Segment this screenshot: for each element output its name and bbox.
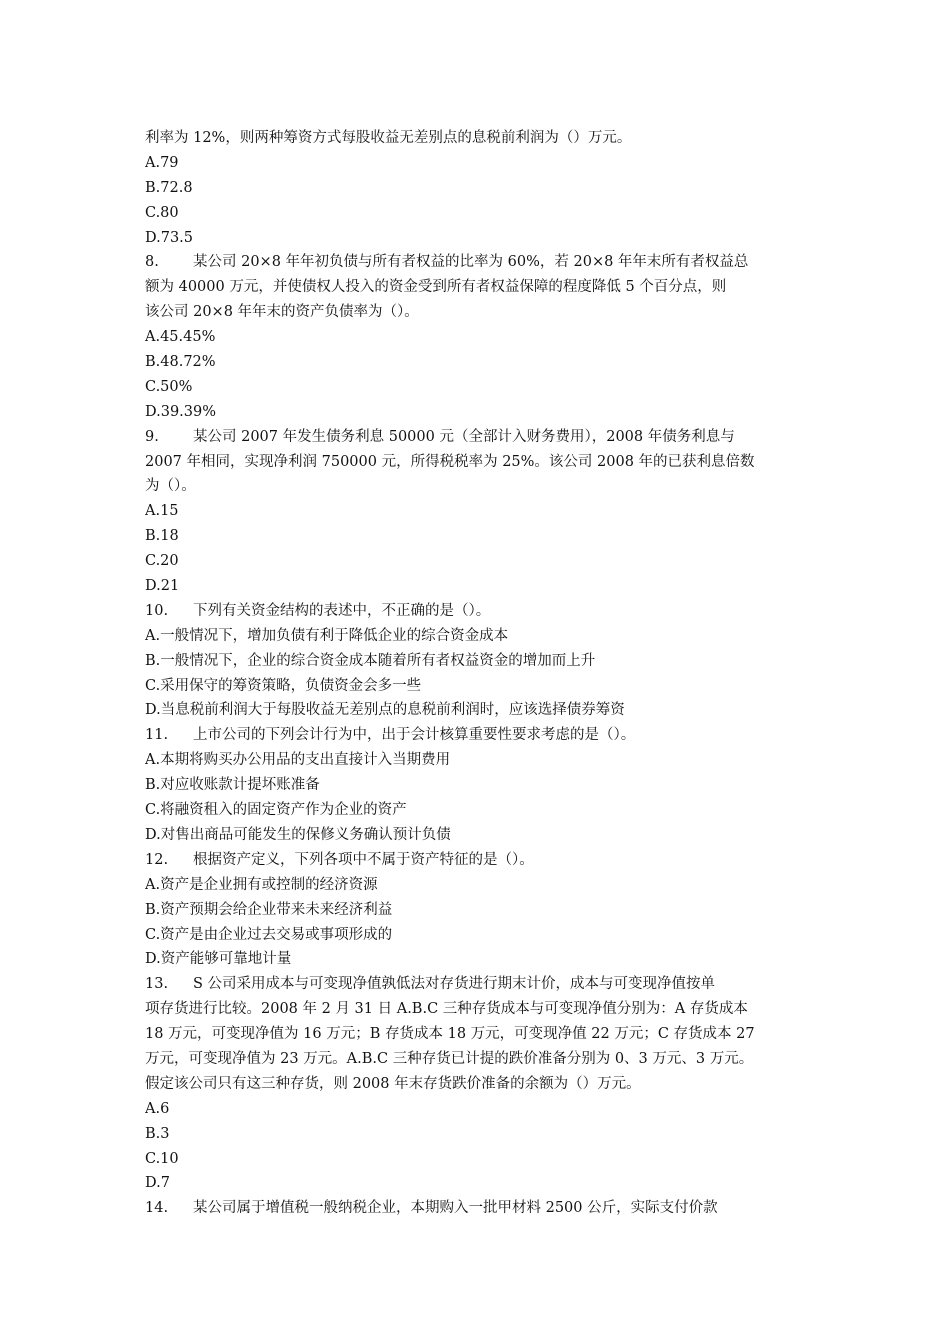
- text-line: 项存货进行比较。2008 年 2 月 31 日 A.B.C 三种存货成本与可变现净值分别为：A 存货成本: [145, 1001, 748, 1018]
- answer-option: A.一般情况下，增加负债有利于降低企业的综合资金成本: [145, 627, 509, 644]
- question-line: [145, 599, 835, 624]
- answer-option: B.对应收账款计提坏账准备: [145, 777, 320, 794]
- question-number: 9.: [145, 428, 159, 445]
- answer-option: A.45.45%: [145, 329, 216, 346]
- question-line: [145, 848, 835, 873]
- text-line: 额为 40000 万元，并使债权人投入的资金受到所有者权益保障的程度降低 5 个百分点，则: [145, 279, 727, 296]
- question-line: [145, 250, 835, 275]
- answer-option: B.一般情况下，企业的综合资金成本随着所有者权益资金的增加而上升: [145, 652, 596, 669]
- question-text: 某公司 2007 年发生债务利息 50000 元（全部计入财务费用），2008 年债务利息与: [193, 428, 735, 445]
- answer-option: C.50%: [145, 378, 193, 395]
- answer-option: D.资产能够可靠地计量: [145, 951, 292, 968]
- question-number: 14.: [145, 1200, 169, 1217]
- answer-option: B.资产预期会给企业带来未来经济利益: [145, 901, 393, 918]
- answer-option: D.39.39%: [145, 403, 217, 420]
- answer-option: A.资产是企业拥有或控制的经济资源: [145, 876, 378, 893]
- answer-option: C.资产是由企业过去交易或事项形成的: [145, 926, 393, 943]
- text-line: 该公司 20×8 年年末的资产负债率为（）。: [145, 304, 419, 321]
- answer-option: A.15: [145, 503, 179, 520]
- text-line: 利率为 12%，则两种筹资方式每股收益无差别点的息税前利润为（）万元。: [145, 130, 632, 146]
- question-number: 11.: [145, 727, 169, 744]
- question-text: 某公司 20×8 年年初负债与所有者权益的比率为 60%，若 20×8 年年末所有者权益总: [193, 254, 749, 271]
- answer-option: C.80: [145, 204, 179, 221]
- text-line: 为（）。: [145, 478, 196, 495]
- text-line: 18 万元，可变现净值为 16 万元；B 存货成本 18 万元，可变现净值 22 万元；C 存货成本 27: [145, 1026, 755, 1043]
- answer-option: A.6: [145, 1100, 170, 1117]
- answer-option: B.48.72%: [145, 354, 216, 371]
- answer-option: D.当息税前利润大于每股收益无差别点的息税前利润时，应该选择债券筹资: [145, 702, 625, 719]
- answer-option: D.73.5: [145, 229, 194, 246]
- answer-option: B.18: [145, 528, 179, 545]
- question-line: [145, 972, 835, 997]
- answer-option: A.本期将购买办公用品的支出直接计入当期费用: [145, 752, 451, 769]
- question-text: 根据资产定义，下列各项中不属于资产特征的是（）。: [193, 851, 534, 868]
- answer-option: B.72.8: [145, 179, 193, 196]
- question-text: 某公司属于增值税一般纳税企业，本期购入一批甲材料 2500 公斤，实际支付价款: [193, 1200, 718, 1217]
- text-line: 万元，可变现净值为 23 万元。A.B.C 三种存货已计提的跌价准备分别为 0、3 万元、3 万元。: [145, 1050, 754, 1067]
- document-body: [145, 126, 835, 1221]
- text-line: 2007 年相同，实现净利润 750000 元，所得税税率为 25%。该公司 2008 年的已获利息倍数: [145, 453, 755, 470]
- answer-option: C.采用保守的筹资策略，负债资金会多一些: [145, 677, 422, 694]
- answer-option: C.将融资租入的固定资产作为企业的资产: [145, 802, 407, 819]
- answer-option: C.10: [145, 1150, 179, 1167]
- question-text: 上市公司的下列会计行为中，出于会计核算重要性要求考虑的是（）。: [193, 727, 636, 744]
- text-line: 假定该公司只有这三种存货，则 2008 年末存货跌价准备的余额为（）万元。: [145, 1075, 641, 1092]
- question-text: 下列有关资金结构的表述中，不正确的是（）。: [193, 602, 491, 619]
- question-line: [145, 723, 835, 748]
- question-line: [145, 1196, 835, 1221]
- question-number: 10.: [145, 602, 169, 619]
- question-text: S 公司采用成本与可变现净值孰低法对存货进行期末计价，成本与可变现净值按单: [193, 976, 716, 993]
- answer-option: D.7: [145, 1175, 170, 1192]
- answer-option: B.3: [145, 1125, 170, 1142]
- question-number: 13.: [145, 976, 169, 993]
- answer-option: D.对售出商品可能发生的保修义务确认预计负债: [145, 826, 451, 843]
- question-number: 12.: [145, 851, 169, 868]
- answer-option: C.20: [145, 553, 179, 570]
- question-line: [145, 425, 835, 450]
- question-number: 8.: [145, 254, 159, 271]
- answer-option: D.21: [145, 578, 180, 595]
- answer-option: A.79: [145, 154, 179, 171]
